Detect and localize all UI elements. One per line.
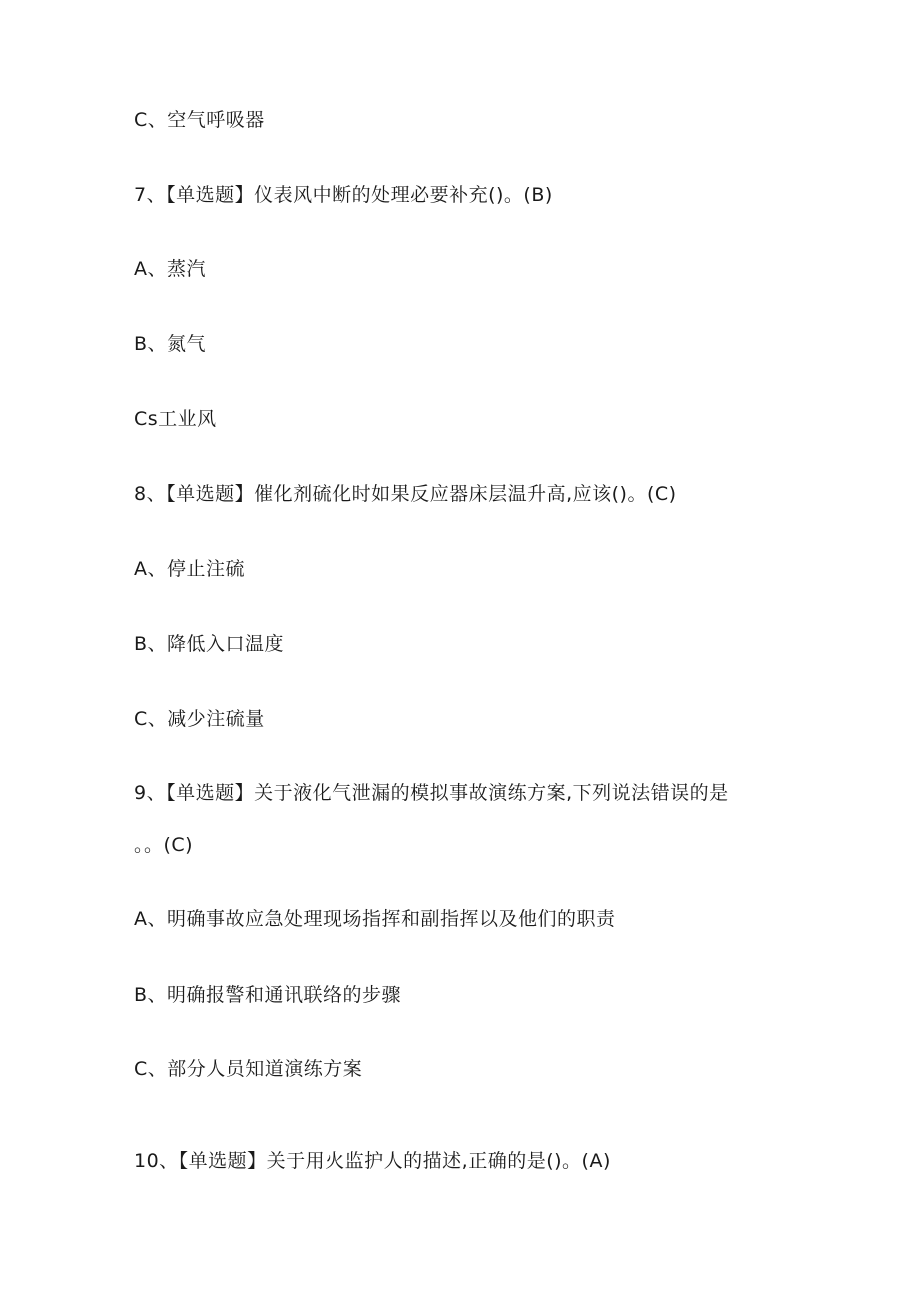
q9-option-c: C、部分人员知道演练方案	[134, 1058, 363, 1080]
q10-question: 10、【单选题】关于用火监护人的描述,正确的是()。(A)	[134, 1150, 611, 1172]
q8-option-b: B、降低入口温度	[134, 633, 285, 655]
q9-option-a: A、明确事故应急处理现场指挥和副指挥以及他们的职责	[134, 908, 616, 930]
q7-question: 7、【单选题】仪表风中断的处理必要补充()。(B)	[134, 184, 553, 206]
q9-option-b: B、明确报警和通讯联络的步骤	[134, 984, 402, 1006]
q8-option-a: A、停止注硫	[134, 558, 245, 580]
q9-question: 9、【单选题】关于液化气泄漏的模拟事故演练方案,下列说法错误的是	[134, 782, 729, 804]
q8-question: 8、【单选题】催化剂硫化时如果反应器床层温升高,应该()。(C)	[134, 483, 677, 505]
q7-option-a: A、蒸汽	[134, 258, 206, 280]
q7-option-c: Cs工业风	[134, 408, 217, 430]
q9-question-continued: 。。(C)	[134, 834, 194, 856]
q6-option-c: C、空气呼吸器	[134, 109, 265, 131]
q8-option-c: C、减少注硫量	[134, 708, 265, 730]
q7-option-b: B、氮气	[134, 333, 207, 355]
